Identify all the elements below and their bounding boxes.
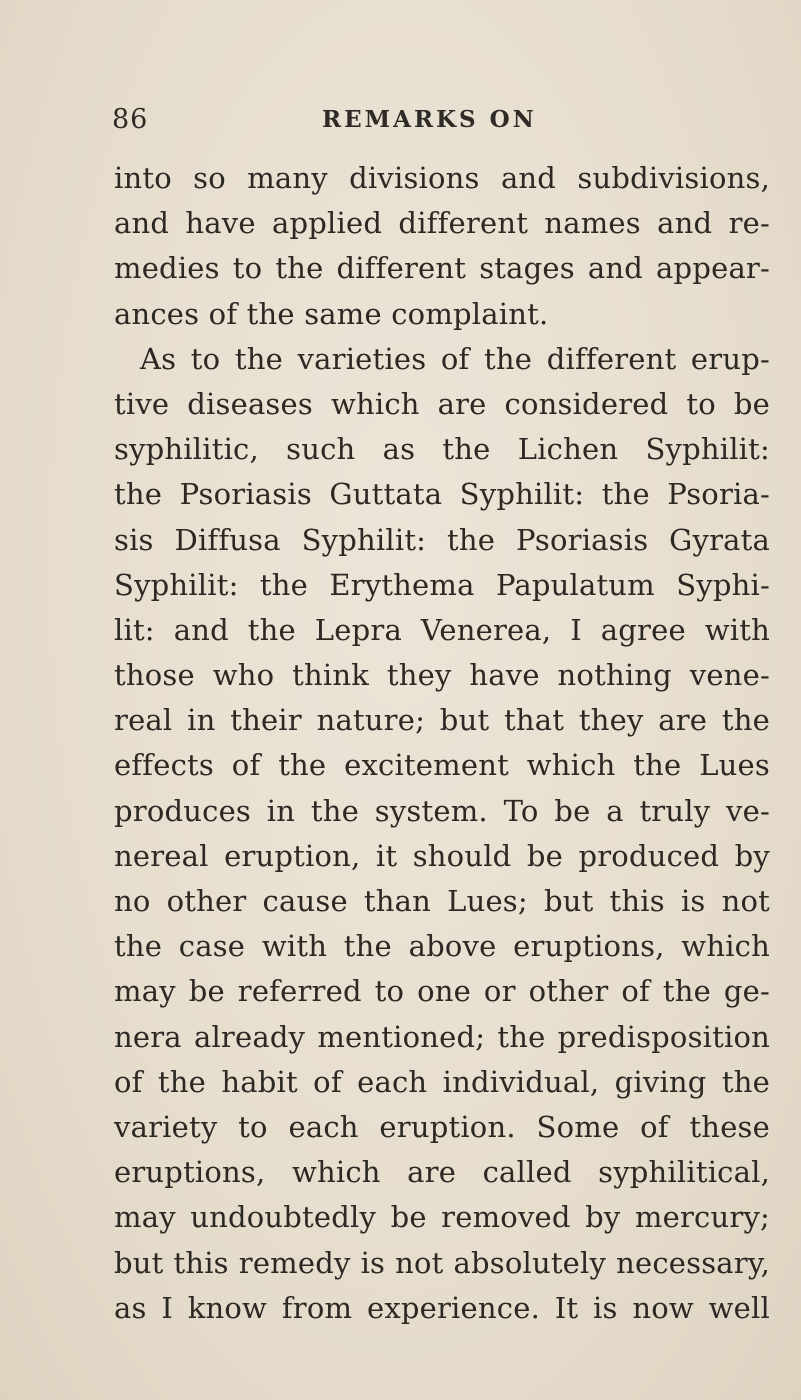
text-line: nera already mentioned; the predisposition [114, 1019, 770, 1054]
text-line: real in their nature; but that they are the [114, 703, 770, 738]
text-line: may be referred to one or other of the ge- [114, 974, 770, 1009]
text-line: into so many divisions and subdivisions, [114, 161, 770, 195]
text-line: of the habit of each individual, giving the [114, 1064, 770, 1099]
body-text [114, 156, 770, 1331]
text-line: the Psoriasis Guttata Syphilit: the Psoria- [114, 477, 770, 512]
text-line: variety to each eruption. Some of these [114, 1109, 770, 1144]
page-header [112, 104, 772, 144]
page-number: 86 [112, 104, 149, 135]
text-line: medies to the different stages and appear- [114, 251, 770, 286]
running-head: REMARKS ON [322, 106, 537, 133]
text-line: as I know from experience. It is now well [114, 1290, 770, 1325]
text-line: may undoubtedly be removed by mercury; [114, 1200, 770, 1235]
text-line: ances of the same complaint. [114, 296, 549, 331]
text-line: no other cause than Lues; but this is not [114, 884, 770, 918]
text-line: produces in the system. To be a truly ve- [114, 793, 770, 828]
text-line: effects of the excitement which the Lues [114, 748, 770, 783]
text-line: those who think they have nothing vene- [114, 658, 770, 693]
text-line: lit: and the Lepra Venerea, I agree with [114, 612, 770, 647]
text-line: eruptions, which are called syphilitical, [114, 1155, 770, 1190]
text-line: As to the varieties of the different erup- [140, 341, 770, 376]
text-line: nereal eruption, it should be produced by [114, 838, 770, 873]
text-line: sis Diffusa Syphilit: the Psoriasis Gyrata [114, 522, 770, 557]
text-line: the case with the above eruptions, which [114, 929, 770, 964]
text-line: syphilitic, such as the Lichen Syphilit: [114, 432, 770, 467]
text-line: but this remedy is not absolutely necessary, [114, 1245, 770, 1280]
text-line: tive diseases which are considered to be [114, 386, 770, 421]
text-line: and have applied different names and re- [114, 206, 770, 241]
text-line: Syphilit: the Erythema Papulatum Syphi- [114, 567, 770, 602]
